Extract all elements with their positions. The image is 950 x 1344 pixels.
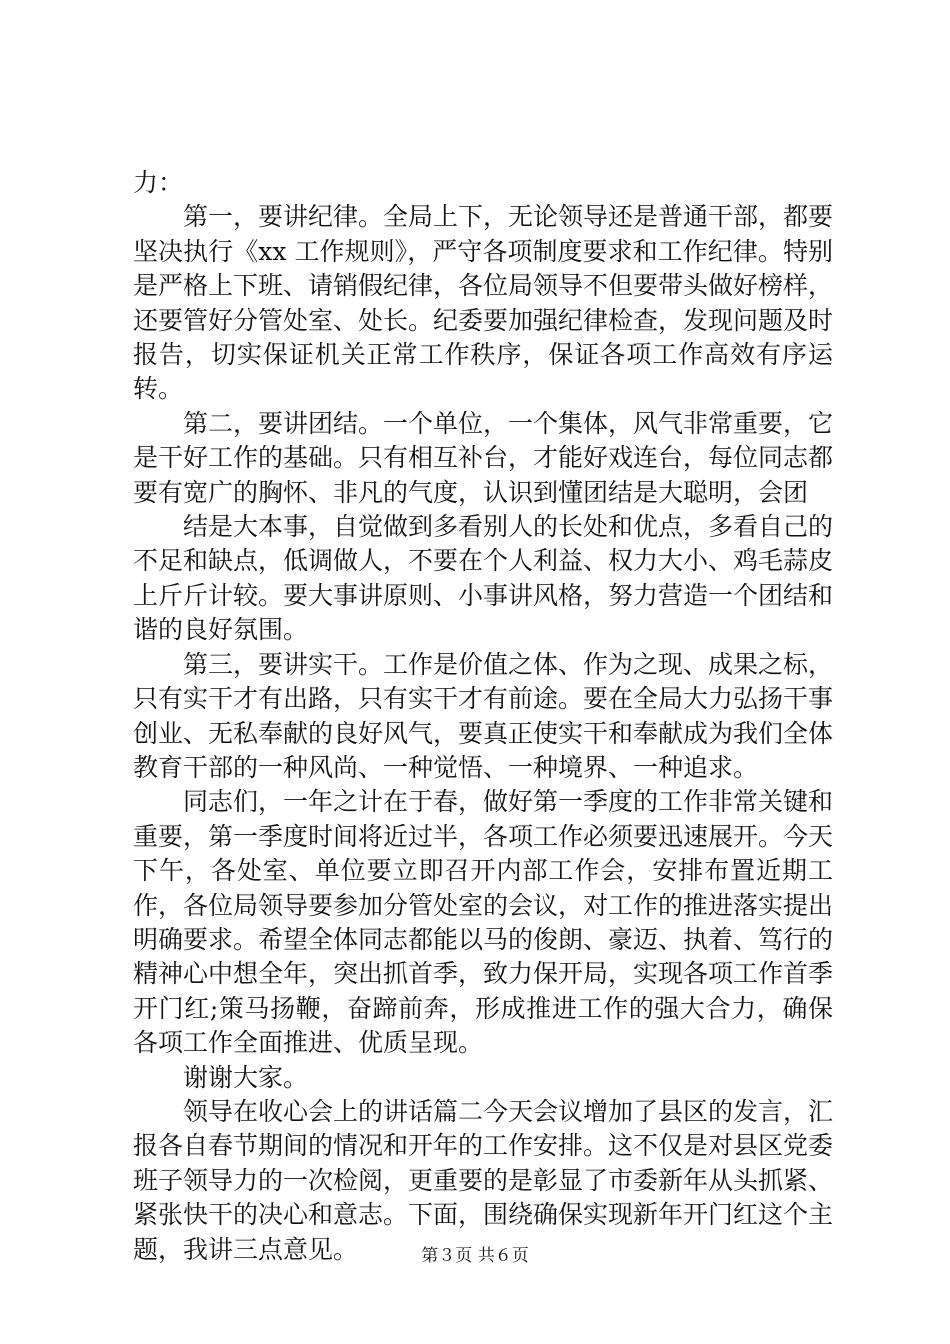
paragraph-unity: 第二，要讲团结。一个单位，一个集体，风气非常重要，它是干好工作的基础。只有相互补台，才能好戏连台，每位同志都要有宽广的胸怀、非凡的气度，认识到懂团结是大聪明，会团 <box>133 408 834 507</box>
paragraph-discipline: 第一，要讲纪律。全局上下，无论领导还是普通干部，都要坚决执行《xx 工作规则》，严守各项制度要求和工作纪律。特别是严格上下班、请销假纪律，各位局领导不但要带头做好榜样，还要管好分管处室、处长。纪委要加强纪律检查，发现问题及时报告，切实保证机关正常工作秩序，保证各项工作高效有序运转。 <box>133 202 834 404</box>
paragraph-speech-two: 领导在收心会上的讲话篇二今天会议增加了县区的发言，汇报各自春节期间的情况和开年的工作安排。这不仅是对县区党委班子领导力的一次检阅，更重要的是彰显了市委新年从头抓紧、紧张快干的决心和意志。下面，围绕确保实现新年开门红这个主题，我讲三点意见。 <box>133 1096 834 1264</box>
paragraph-hard-work: 第三，要讲实干。工作是价值之体、作为之现、成果之标，只有实干才有出路，只有实干才有前途。要在全局大力弘扬干事创业、无私奉献的良好风气，要真正使实干和奉献成为我们全体教育干部的一种风尚、一种觉悟、一种境界、一种追求。 <box>133 649 834 782</box>
paragraph-unity-continued: 结是大本事，自觉做到多看别人的长处和优点，多看自己的不足和缺点，低调做人，不要在个人利益、权力大小、鸡毛蒜皮上斤斤计较。要大事讲原则、小事讲风格，努力营造一个团结和谐的良好氛围。 <box>133 512 834 645</box>
document-body <box>133 166 833 1267</box>
paragraph-continuation: 力： <box>133 168 184 197</box>
paragraph-comrades: 同志们，一年之计在于春，做好第一季度的工作非常关键和重要，第一季度时间将近过半，各项工作必须要迅速展开。今天下午，各处室、单位要立即召开内部工作会，安排布置近期工作，各位局领导要参加分管处室的会议，对工作的推进落实提出明确要求。希望全体同志都能以马的俊朗、豪迈、执着、笃行的精神心中想全年，突出抓首季，致力保开局，实现各项工作首季开门红;策马扬鞭，奋蹄前奔，形成推进工作的强大合力，确保各项工作全面推进、优质呈现。 <box>133 787 834 1058</box>
page-number-footer: 第３页 共６页 <box>421 1246 529 1266</box>
paragraph-thanks: 谢谢大家。 <box>183 1062 309 1092</box>
